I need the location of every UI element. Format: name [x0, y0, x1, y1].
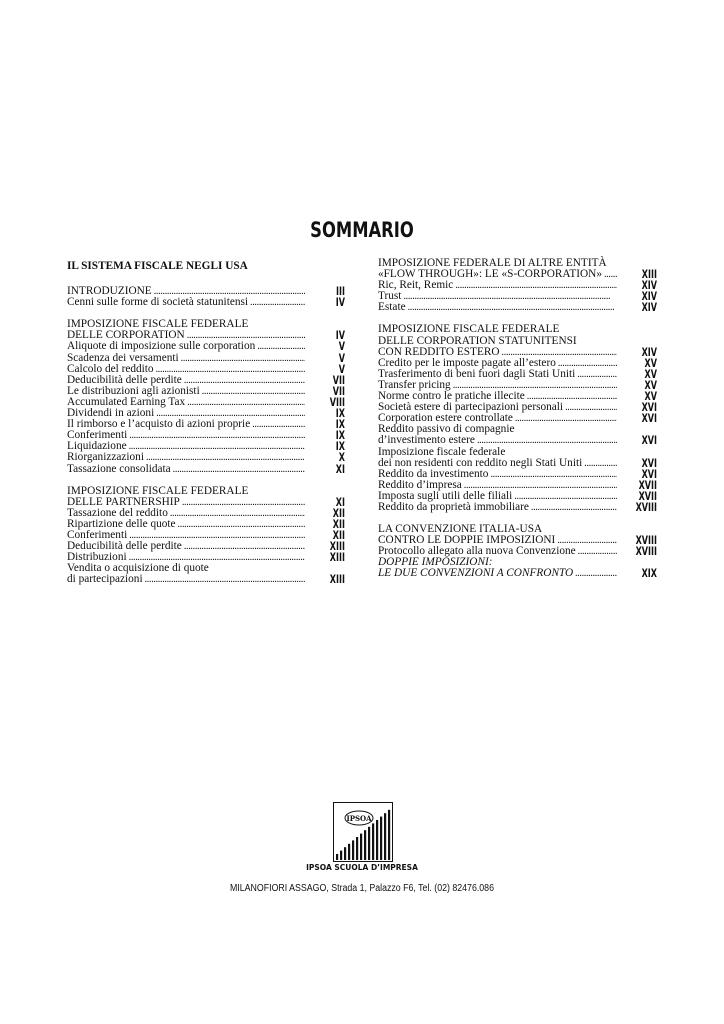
toc-entry-text: Deducibilità delle perdite — [67, 373, 182, 386]
toc-entry-page: IV — [335, 328, 345, 343]
toc-entry-text: LE DUE CONVENZIONI A CONFRONTO — [378, 567, 574, 580]
toc-entry-text: Tassazione consolidata — [67, 462, 171, 475]
toc-entry-text: Società estere di partecipazioni personali — [378, 401, 564, 414]
toc-entry-page: XV — [644, 389, 657, 404]
leader-dots — [455, 280, 617, 291]
logo-bar — [388, 810, 390, 860]
toc-entry-page: XI — [335, 494, 345, 509]
leader-dots — [403, 291, 617, 302]
toc-entry-text: dei non residenti con reddito negli Stati Uniti — [378, 456, 583, 469]
toc-entry-page: XIV — [641, 344, 657, 359]
leader-dots — [129, 430, 305, 441]
toc-entry-text: Cenni sulle forme di società statunitensi — [67, 296, 249, 309]
toc-entry-text: Calcolo del reddito — [67, 362, 154, 375]
leader-dots — [584, 458, 617, 469]
toc-entry-text: di partecipazioni — [67, 573, 143, 586]
toc-entry-text: «FLOW THROUGH»: LE «S-CORPORATION» — [378, 268, 602, 281]
toc-entry-text: Aliquote di imposizione sulle corporation — [67, 340, 256, 353]
toc-entry-page: XVI — [641, 400, 657, 415]
logo-bar — [336, 854, 338, 860]
logo-bar — [344, 847, 346, 860]
toc-entry-text: Vendita o acquisizione di quote — [67, 562, 209, 575]
toc-entry-text: Reddito passivo di compagnie — [378, 423, 515, 436]
logo-caption: IPSOA SCUOLA D’IMPRESA — [306, 863, 418, 872]
toc-entry-page: XIV — [641, 300, 657, 315]
toc-entry-page: IX — [335, 406, 345, 421]
leader-dots — [257, 341, 305, 352]
leader-dots — [129, 441, 305, 452]
toc-left-column — [67, 258, 345, 585]
toc-entry-page: IX — [335, 417, 345, 432]
logo-bar — [372, 823, 374, 860]
toc-entry-page: XII — [332, 527, 345, 542]
toc-entry-page: IV — [335, 295, 345, 310]
toc-entry — [378, 302, 657, 313]
leader-dots — [182, 497, 305, 508]
toc-entry-text: DELLE CORPORATION — [67, 329, 185, 342]
toc-entry — [378, 280, 657, 291]
leader-dots — [575, 568, 617, 579]
toc-entry-page: XIII — [329, 572, 345, 587]
toc-entry-page: V — [338, 350, 345, 365]
toc-entry-text: LA CONVENZIONE ITALIA-USA — [378, 523, 543, 536]
ipsoa-logo — [333, 802, 393, 862]
toc-entry-page: XVI — [641, 455, 657, 470]
toc-entry — [378, 499, 657, 514]
toc-entry-page: XV — [644, 355, 657, 370]
toc-entry — [378, 447, 657, 458]
toc-entry-page: XV — [644, 377, 657, 392]
logo-bar — [384, 813, 386, 860]
toc-entry — [378, 291, 657, 302]
toc-entry-text: IMPOSIZIONE FEDERALE DI ALTRE ENTITÀ — [378, 257, 607, 269]
logo-bar — [348, 844, 350, 860]
logo-bar — [340, 851, 342, 860]
toc-entry-text: Accumulated Earning Tax — [67, 395, 186, 408]
toc-entry-text: Le distribuzioni agli azionisti — [67, 384, 200, 397]
logo-bar — [352, 840, 354, 860]
toc-entry-text: Il rimborso e l’acquisto di azioni proprie — [67, 418, 251, 431]
logo-bar — [380, 817, 382, 860]
toc-entry-text: Norme contro le pratiche illecite — [378, 390, 525, 403]
leader-dots — [578, 546, 617, 557]
toc-entry-page: XVII — [638, 477, 657, 492]
toc-entry-text: Protocollo allegato alla nuova Convenzione — [378, 545, 576, 558]
toc-entry-text: Distribuzioni — [67, 551, 127, 564]
toc-entry — [67, 297, 345, 308]
toc-entry-text: Riorganizzazioni — [67, 451, 144, 464]
toc-entry-page: XVI — [641, 466, 657, 481]
toc-entry-page: XIII — [329, 539, 345, 554]
toc-entry-text: Liquidazione — [67, 440, 127, 453]
toc-entry-page: XII — [332, 516, 345, 531]
leader-dots — [178, 519, 305, 530]
toc-entry — [378, 568, 657, 579]
logo-bar — [364, 830, 366, 860]
toc-entry-text: Scadenza dei versamenti — [67, 351, 179, 364]
leader-dots — [490, 469, 617, 480]
toc-entry-page: XIV — [641, 278, 657, 293]
toc-entry-text: Estate — [378, 301, 406, 314]
page-title: SOMMARIO — [310, 218, 414, 242]
toc-entry-text: Reddito da proprietà immobiliare — [378, 500, 529, 513]
toc-entry-text: Conferimenti — [67, 528, 128, 541]
toc-entry-page: XIV — [641, 289, 657, 304]
toc-entry-page: VIII — [329, 394, 345, 409]
toc-entry-text: Transfer pricing — [378, 378, 451, 391]
toc-entry-text: DOPPIE IMPOSIZIONI: — [378, 556, 493, 569]
toc-entry-text: Trasferimento di beni fuori dagli Stati Uniti — [378, 367, 576, 380]
toc-entry-page: V — [338, 361, 345, 376]
toc-entry — [67, 574, 345, 585]
toc-entry — [378, 435, 657, 446]
toc-entry-page: XVIII — [635, 544, 657, 559]
leader-dots — [202, 386, 305, 397]
toc-entry-page: XIX — [641, 566, 657, 581]
leader-dots — [173, 464, 305, 475]
toc-entry-text: DELLE CORPORATION STATUNITENSI — [378, 334, 577, 347]
leader-dots — [604, 269, 617, 280]
leader-dots — [531, 502, 617, 513]
toc-entry-text: IMPOSIZIONE FISCALE FEDERALE — [67, 318, 249, 331]
toc-entry — [67, 350, 345, 365]
toc-entry-page: III — [336, 284, 345, 299]
toc-entry-text: IMPOSIZIONE FISCALE FEDERALE — [378, 323, 560, 336]
toc-entry-text: IMPOSIZIONE FISCALE FEDERALE — [67, 484, 249, 497]
toc-entry — [378, 336, 657, 347]
leader-dots — [170, 508, 305, 519]
toc-entry — [67, 452, 345, 463]
toc-entry-text: Ripartizione delle quote — [67, 517, 176, 530]
toc-entry-text: d’investimento estere — [378, 434, 475, 447]
leader-dots — [187, 397, 305, 408]
leader-dots — [477, 435, 617, 446]
toc-entry-text: Reddito d’impresa — [378, 478, 462, 491]
leader-dots — [184, 375, 305, 386]
logo-badge-text: IPSOA — [346, 814, 372, 823]
leader-dots — [515, 413, 617, 424]
toc-entry-page: VII — [332, 372, 345, 387]
toc-italic-entry — [378, 557, 657, 579]
publisher-address: MILANOFIORI ASSAGO, Strada 1, Palazzo F6, Tel. (02) 82476.086 — [230, 883, 494, 894]
toc-entry-page: XVI — [641, 433, 657, 448]
toc-entry — [67, 341, 345, 352]
leader-dots — [577, 369, 617, 380]
leader-dots — [184, 541, 305, 552]
toc-entry-page: XVIII — [635, 499, 657, 514]
toc-entry-text: Conferimenti — [67, 429, 128, 442]
toc-entry-text: Imposta sugli utili delle filiali — [378, 489, 513, 502]
toc-entry-page: IX — [335, 439, 345, 454]
toc-entry-text: Imposizione fiscale federale — [378, 445, 506, 458]
toc-entry-text: Reddito da investimento — [378, 467, 489, 480]
toc-entry-page: XI — [335, 461, 345, 476]
toc-entry-text: Tassazione del reddito — [67, 506, 168, 519]
toc-entry-text: CONTRO LE DOPPIE IMPOSIZIONI — [378, 534, 556, 547]
toc-entry-page: V — [338, 339, 345, 354]
toc-entry-page: XV — [644, 366, 657, 381]
toc-entry-page: X — [338, 450, 345, 465]
logo-bar — [368, 827, 370, 860]
toc-right-groups — [378, 258, 657, 557]
section-heading: IL SISTEMA FISCALE NEGLI USA — [67, 260, 248, 272]
group-gap — [67, 475, 345, 486]
leader-dots — [252, 419, 305, 430]
toc-entry-text: INTRODUZIONE — [67, 285, 152, 298]
toc-entry-text: CON REDDITO ESTERO — [378, 345, 500, 358]
toc-entry-text: Credito per le imposte pagate all’estero — [378, 356, 556, 369]
toc-left-groups — [67, 286, 345, 585]
leader-dots — [250, 297, 305, 308]
toc-right-column — [378, 258, 657, 580]
leader-dots — [408, 302, 617, 313]
toc-entry-text: Trust — [378, 290, 402, 303]
logo-bar — [360, 834, 362, 860]
toc-entry-text: Ric, Reit, Remic — [378, 279, 454, 292]
toc-entry-page: XII — [332, 505, 345, 520]
leader-dots — [565, 402, 617, 413]
toc-entry-page: XVIII — [635, 533, 657, 548]
toc-entry-text: DELLE PARTNERSHIP — [67, 495, 180, 508]
toc-entry-text: Deducibilità delle perdite — [67, 540, 182, 553]
toc-entry-page: XIII — [329, 550, 345, 565]
leader-dots — [514, 491, 617, 502]
toc-entry-text: Dividendi in azioni — [67, 407, 155, 420]
toc-entry — [378, 324, 657, 335]
logo-bar — [376, 820, 378, 860]
toc-entry-text: Corporation estere controllate — [378, 412, 513, 425]
leader-dots — [146, 452, 305, 463]
toc-entry-page: XVI — [641, 411, 657, 426]
logo-bar — [356, 837, 358, 860]
leader-dots — [181, 353, 305, 364]
toc-entry — [67, 461, 345, 476]
toc-entry-page: VII — [332, 383, 345, 398]
leader-dots — [145, 574, 305, 585]
toc-entry-page: XVII — [638, 488, 657, 503]
toc-entry-page: XIII — [641, 267, 657, 282]
toc-entry-page: IX — [335, 428, 345, 443]
